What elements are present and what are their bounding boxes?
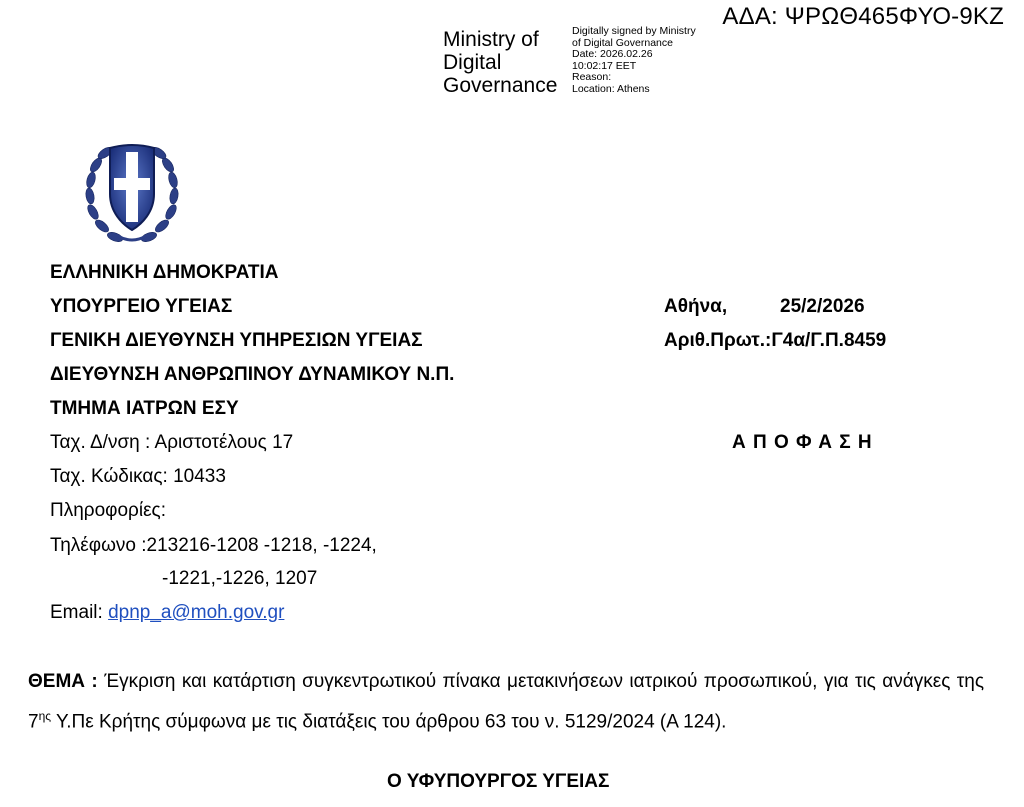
signature-detail-line: Reason: [572,71,612,83]
info-label: Πληροφορίες: [50,500,166,521]
signature-detail-line: 10:02:17 EET [572,59,637,72]
signature-org-line: Governance [443,74,558,97]
subject-text-continued: Υ.Πε Κρήτης σύμφωνα με τις διατάξεις του άρθρου 63 του ν. 5129/2024 (Α 124). [51,711,727,733]
letterhead-line: ΔΙΕΥΘΥΝΣΗ ΑΝΘΡΩΠΙΝΟΥ ΔΥΝΑΜΙΚΟΥ Ν.Π. [50,364,455,385]
letterhead-line: ΥΠΟΥΡΓΕΙΟ ΥΓΕΙΑΣ [50,296,233,317]
greek-emblem-icon [80,134,184,250]
letterhead-line: ΤΜΗΜΑ ΙΑΤΡΩΝ ΕΣΥ [50,398,239,419]
email-row [50,602,284,624]
decision-heading: Α Π Ο Φ Α Σ Η [732,432,873,453]
address: Ταχ. Δ/νση : Αριστοτέλους 17 [50,432,294,453]
letterhead-line: ΕΛΛΗΝΙΚΗ ΔΗΜΟΚΡΑΤΙΑ [50,262,279,283]
email-link[interactable]: dpnp_a@moh.gov.gr [108,602,285,623]
signature-details [572,26,696,95]
subject-label: ΘΕΜΑ : [28,671,98,692]
letterhead-line: ΓΕΝΙΚΗ ΔΙΕΥΘΥΝΣΗ ΥΠΗΡΕΣΙΩΝ ΥΓΕΙΑΣ [50,330,423,351]
subject-text: Έγκριση και κατάρτιση συγκεντρωτικού πίνακα μετακινήσεων ιατρικού προσωπικού, για τις ανάγκες της 7 [28,671,985,733]
signatory-title: Ο ΥΦΥΠΟΥΡΓΟΣ ΥΓΕΙΑΣ [387,771,610,792]
phone-line-continued: -1221,-1226, 1207 [162,568,318,589]
signature-detail-line: Digitally signed by Ministry [572,25,696,37]
signature-detail-line: Date: 2026.02.26 [572,48,653,60]
postal-code: Ταχ. Κώδικας: 10433 [50,466,226,487]
subject-paragraph [28,665,984,739]
document-date: 25/2/2026 [780,296,865,317]
signature-org-line: Digital [443,51,502,74]
protocol-number: Αριθ.Πρωτ.:Γ4α/Γ.Π.8459 [664,330,887,351]
signature-detail-line: of Digital Governance [572,36,673,49]
ada-code: ΑΔΑ: ΨΡΩΘ465ΦΥΟ-9ΚΖ [722,3,1004,30]
subject-superscript: ης [38,709,52,723]
signature-detail-line: Location: Athens [572,82,650,95]
signature-organization [443,28,557,97]
city: Αθήνα, [664,296,728,317]
email-label: Email: [50,602,109,623]
signature-org-line: Ministry of [443,28,539,51]
phone-line: Τηλέφωνο :213216-1208 -1218, -1224, [50,535,377,556]
